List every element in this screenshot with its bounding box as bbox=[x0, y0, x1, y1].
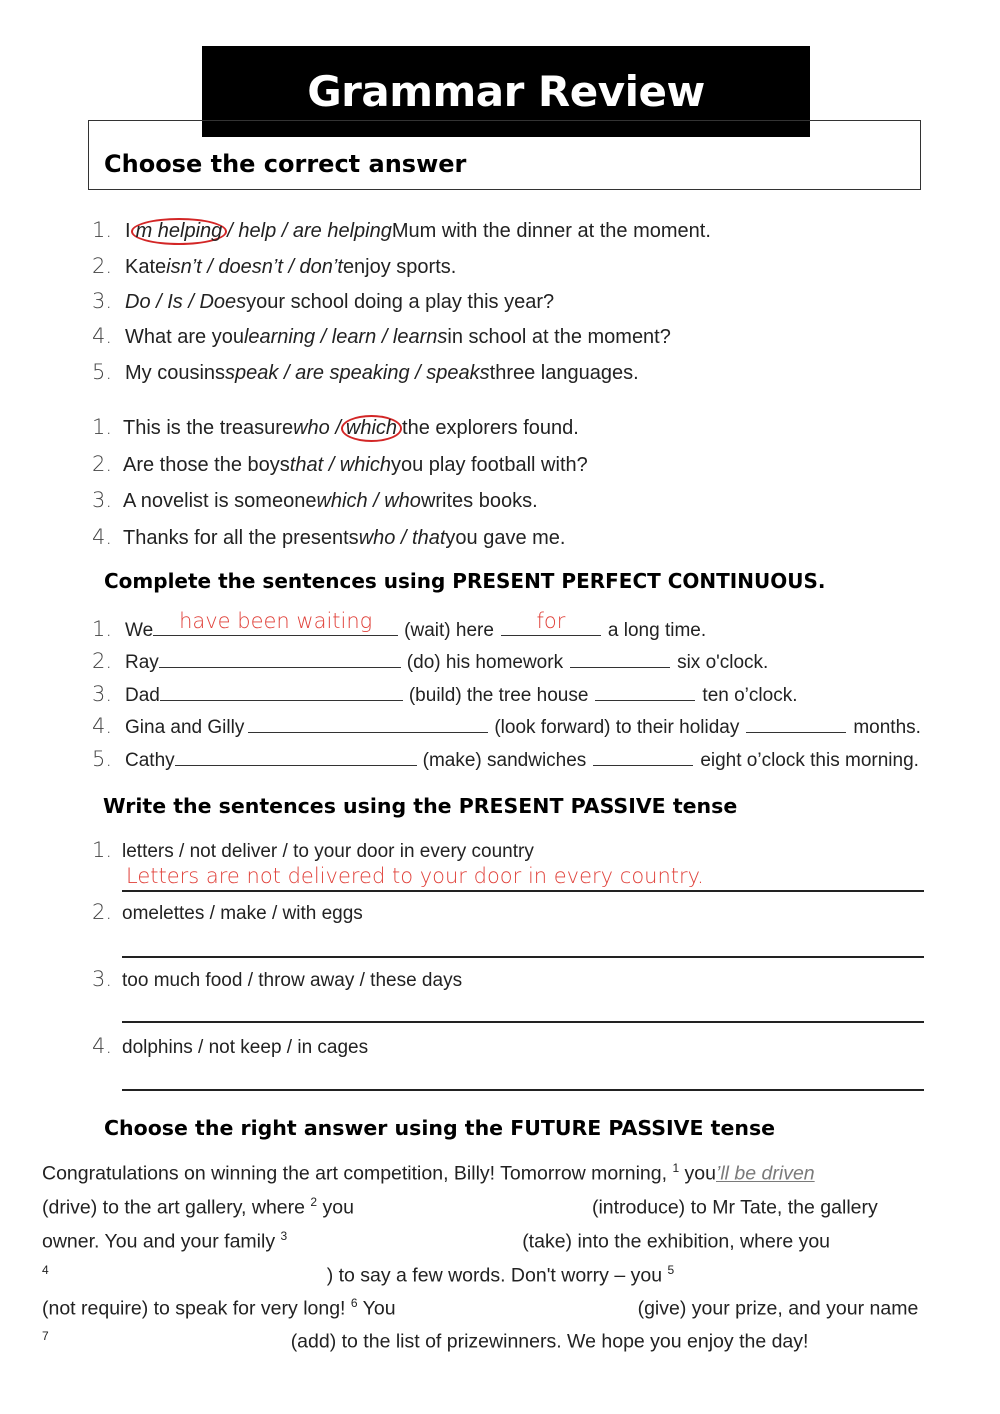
item-text: (make) sandwiches bbox=[422, 750, 587, 771]
item-number: 1. bbox=[92, 838, 113, 862]
list-item bbox=[92, 609, 707, 642]
list-item bbox=[92, 680, 797, 707]
paragraph-text: ) to say a few words. Don't worry – you bbox=[326, 1264, 668, 1287]
item-text: three languages. bbox=[489, 362, 639, 384]
item-options[interactable]: which / who bbox=[316, 490, 421, 512]
item-text: A novelist is someone bbox=[123, 490, 317, 512]
item-prompt: omelettes / make / with eggs bbox=[122, 903, 363, 924]
paragraph-text: (give) your prize, and your name bbox=[637, 1297, 919, 1320]
circled-answer[interactable]: which bbox=[341, 415, 402, 442]
paragraph-line bbox=[42, 1263, 674, 1288]
list-item bbox=[92, 360, 639, 385]
item-number: 3. bbox=[92, 682, 113, 706]
answer-blank[interactable] bbox=[159, 647, 401, 668]
gap-number: 2 bbox=[310, 1195, 318, 1209]
item-text: the explorers found. bbox=[402, 417, 579, 439]
list-item bbox=[92, 289, 554, 314]
gap-number: 1 bbox=[672, 1161, 680, 1175]
paragraph-line bbox=[42, 1229, 830, 1254]
item-options[interactable]: speak / are speaking / speaks bbox=[225, 362, 490, 384]
item-text: (wait) here bbox=[404, 620, 494, 641]
section1-heading: Choose the correct answer bbox=[104, 150, 467, 178]
item-options[interactable]: isn’t / doesn’t / don’t bbox=[166, 256, 343, 278]
item-text: months. bbox=[853, 717, 921, 738]
item-number: 5. bbox=[92, 747, 113, 771]
list-item bbox=[92, 647, 768, 674]
item-number: 2. bbox=[92, 649, 113, 673]
list-item bbox=[92, 712, 921, 739]
paragraph-text: (not require) to speak for very long! bbox=[42, 1297, 351, 1320]
list-item bbox=[92, 415, 579, 440]
paragraph-line bbox=[42, 1329, 808, 1354]
item-number: 3. bbox=[92, 967, 113, 991]
item-number: 2. bbox=[92, 452, 113, 476]
paragraph-text: owner. You and your family bbox=[42, 1230, 281, 1253]
paragraph-text: you bbox=[317, 1196, 354, 1219]
item-text: a long time. bbox=[607, 620, 707, 641]
list-item bbox=[92, 525, 565, 550]
gap-number: 6 bbox=[350, 1296, 358, 1310]
item-text: in school at the moment? bbox=[447, 326, 671, 348]
item-number: 3. bbox=[92, 289, 113, 313]
answer-line[interactable] bbox=[122, 890, 924, 892]
answer-blank[interactable] bbox=[501, 609, 601, 636]
answer-text[interactable]: ’ll be driven bbox=[716, 1162, 815, 1185]
paragraph-text: You bbox=[357, 1297, 396, 1320]
item-text: Mum with the dinner at the moment. bbox=[391, 220, 711, 242]
item-prompt: too much food / throw away / these days bbox=[122, 970, 463, 991]
item-text: (look forward) to their holiday bbox=[494, 717, 740, 738]
gap-number: 7 bbox=[42, 1329, 49, 1343]
answer-blank[interactable] bbox=[248, 712, 488, 733]
list-item bbox=[92, 967, 462, 992]
list-item bbox=[92, 452, 588, 477]
answer-text: have been waiting bbox=[179, 609, 373, 633]
page-title: Grammar Review bbox=[202, 46, 810, 137]
paragraph-text: (drive) to the art gallery, where bbox=[42, 1196, 311, 1219]
answer-text: for bbox=[536, 609, 566, 633]
item-number: 1. bbox=[92, 415, 113, 439]
answer-line[interactable] bbox=[122, 956, 924, 958]
item-text: (do) his homework bbox=[406, 652, 564, 673]
answer-line[interactable] bbox=[122, 1021, 924, 1023]
item-text: Are those the boys bbox=[123, 454, 290, 476]
item-text: you play football with? bbox=[390, 454, 588, 476]
answer-blank[interactable] bbox=[175, 745, 417, 766]
answer-blank[interactable] bbox=[746, 712, 846, 733]
list-item bbox=[92, 745, 919, 772]
item-text: What are you bbox=[125, 326, 244, 348]
item-options[interactable]: learning / learn / learns bbox=[243, 326, 448, 348]
gap-number: 5 bbox=[667, 1263, 675, 1277]
item-number: 4. bbox=[92, 714, 113, 738]
item-text: Ray bbox=[125, 652, 159, 673]
item-text: eight o’clock this morning. bbox=[700, 750, 919, 771]
item-text: ten o’clock. bbox=[702, 685, 798, 706]
item-text: Thanks for all the presents bbox=[123, 527, 359, 549]
item-number: 2. bbox=[92, 900, 113, 924]
section2-heading: Complete the sentences using PRESENT PERFECT CONTINUOUS. bbox=[104, 569, 826, 593]
item-text: enjoy sports. bbox=[342, 256, 457, 278]
item-number: 3. bbox=[92, 488, 113, 512]
gap-number: 3 bbox=[280, 1229, 288, 1243]
paragraph-text: (take) into the exhibition, where you bbox=[522, 1230, 831, 1253]
answer-blank[interactable] bbox=[160, 680, 403, 701]
item-text: My cousins bbox=[125, 362, 226, 384]
item-text: your school doing a play this year? bbox=[246, 291, 555, 313]
paragraph-line bbox=[42, 1195, 878, 1220]
answer-blank[interactable] bbox=[570, 647, 670, 668]
list-item bbox=[92, 838, 534, 863]
item-number: 1. bbox=[92, 218, 113, 242]
item-prompt: letters / not deliver / to your door in every country bbox=[122, 841, 534, 862]
section4-heading: Choose the right answer using the FUTURE PASSIVE tense bbox=[104, 1116, 776, 1140]
item-text: We bbox=[125, 620, 154, 641]
paragraph-text: Congratulations on winning the art competition, Billy! Tomorrow morning, bbox=[42, 1162, 673, 1185]
answer-blank[interactable] bbox=[595, 680, 695, 701]
gap-number: 4 bbox=[42, 1263, 49, 1277]
item-text: Dad bbox=[125, 685, 160, 706]
item-text: I bbox=[125, 220, 131, 242]
circled-answer[interactable]: m helping bbox=[131, 218, 228, 245]
item-number: 1. bbox=[92, 617, 113, 641]
item-options[interactable]: Do / Is / Does bbox=[125, 291, 247, 313]
answer-line[interactable] bbox=[122, 1089, 924, 1091]
item-number: 5. bbox=[92, 360, 113, 384]
item-options[interactable]: who / bbox=[293, 417, 341, 439]
list-item bbox=[92, 218, 711, 243]
item-text: (build) the tree house bbox=[408, 685, 589, 706]
item-options[interactable]: that / which bbox=[289, 454, 391, 476]
list-item bbox=[92, 324, 671, 349]
list-item bbox=[92, 254, 456, 279]
list-item bbox=[92, 488, 538, 513]
item-text: Cathy bbox=[125, 750, 175, 771]
item-text: you gave me. bbox=[445, 527, 566, 549]
item-options[interactable]: who / that bbox=[358, 527, 446, 549]
list-item bbox=[92, 1034, 368, 1059]
item-text: Kate bbox=[125, 256, 167, 278]
paragraph-text: (add) to the list of prizewinners. We hope you enjoy the day! bbox=[290, 1330, 809, 1353]
item-text: writes books. bbox=[420, 490, 538, 512]
item-options[interactable]: / help / are helping bbox=[227, 220, 392, 242]
item-prompt: dolphins / not keep / in cages bbox=[122, 1037, 369, 1058]
paragraph-line bbox=[42, 1296, 918, 1321]
answer-blank[interactable] bbox=[593, 745, 693, 766]
item-number: 4. bbox=[92, 324, 113, 348]
answer-text: Letters are not delivered to your door in every country. bbox=[126, 864, 704, 888]
item-text: six o'clock. bbox=[677, 652, 769, 673]
paragraph-line bbox=[42, 1161, 815, 1186]
item-number: 2. bbox=[92, 254, 113, 278]
item-number: 4. bbox=[92, 1034, 113, 1058]
list-item bbox=[92, 900, 363, 925]
item-text: This is the treasure bbox=[123, 417, 294, 439]
section3-heading: Write the sentences using the PRESENT PASSIVE tense bbox=[103, 794, 738, 818]
item-number: 4. bbox=[92, 525, 113, 549]
answer-blank[interactable] bbox=[153, 609, 398, 636]
item-text: Gina and Gilly bbox=[125, 717, 245, 738]
paragraph-text: you bbox=[679, 1162, 716, 1185]
paragraph-text: (introduce) to Mr Tate, the gallery bbox=[591, 1196, 878, 1219]
